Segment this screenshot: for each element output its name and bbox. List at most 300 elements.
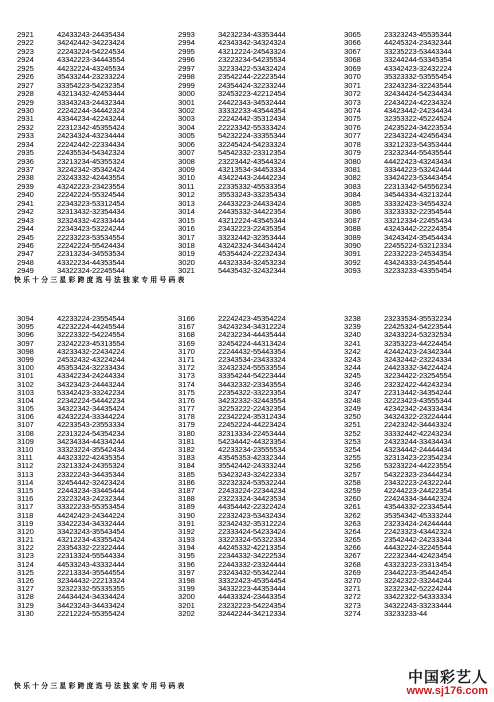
row-code: 43213432-42453444 (57, 89, 125, 99)
row-code: 22423323-43442324 (384, 526, 452, 536)
row-number: 3181 (178, 436, 195, 446)
row-number: 3274 (344, 608, 361, 618)
row-number: 3005 (178, 131, 195, 141)
row-number: 2928 (17, 89, 34, 99)
row-number: 3253 (344, 436, 361, 446)
row-code: 33233233-44 (384, 608, 428, 618)
row-code: 33212334-22455434 (384, 215, 452, 225)
row-code: 23223442-43544324 (218, 156, 286, 166)
row-code: 22443234-33445444 (57, 485, 125, 495)
row-number: 2942 (17, 207, 34, 217)
row-number: 3114 (17, 477, 34, 487)
row-code: 34322243-33233444 (384, 600, 452, 610)
row-number: 3072 (344, 89, 361, 99)
row-number: 3200 (178, 592, 195, 602)
row-code: 33244244-53345354 (384, 55, 452, 65)
row-code: 44323322-42435354 (57, 453, 125, 463)
row-number: 2929 (17, 97, 34, 107)
row-code: 22443332-23324444 (218, 559, 286, 569)
row-number: 3000 (178, 89, 195, 99)
row-number: 3170 (178, 346, 195, 356)
row-number: 3015 (178, 215, 195, 225)
row-number: 2934 (17, 139, 34, 149)
row-code: 43545353-42332344 (218, 453, 286, 463)
row-number: 2993 (178, 30, 195, 39)
row-number: 3254 (344, 445, 361, 454)
row-number: 2999 (178, 80, 195, 90)
row-code: 22434224-42234324 (384, 97, 452, 107)
row-code: 22455224-53212334 (384, 240, 452, 250)
row-code: 23323243-45535344 (384, 30, 452, 39)
row-code: 43323223-23313454 (384, 559, 452, 569)
row-number: 3180 (178, 428, 195, 438)
row-number: 3120 (17, 526, 34, 536)
row-number: 3247 (344, 387, 361, 397)
row-code: 22313224-54354234 (57, 428, 125, 438)
row-code: 42233234-23555534 (218, 445, 286, 454)
row-number: 2939 (17, 181, 34, 191)
row-code: 32324332-42333444 (57, 215, 125, 225)
row-number: 3198 (178, 576, 195, 585)
row-code: 22354322-33223354 (218, 387, 286, 397)
row-code: 33354223-54232354 (57, 80, 125, 90)
row-number: 3171 (178, 354, 195, 364)
row-number: 2945 (17, 232, 34, 242)
row-code: 43213534-34453334 (218, 165, 286, 174)
row-number: 2994 (178, 38, 195, 48)
row-code: 32233422-53432424 (218, 63, 286, 73)
row-number: 3009 (178, 165, 195, 174)
row-number: 3196 (178, 559, 195, 569)
row-code: 43212224-24543324 (218, 46, 286, 56)
row-code: 23322243-34435344 (57, 469, 125, 479)
row-number: 2995 (178, 46, 195, 56)
row-number: 3192 (178, 526, 195, 536)
row-code: 23213234-45355324 (57, 156, 125, 166)
row-code: 32223423-43555344 (384, 395, 452, 405)
row-code: 54232224-33355344 (218, 131, 286, 141)
row-number: 3117 (17, 502, 34, 512)
row-number: 3122 (17, 543, 34, 553)
row-number: 3080 (344, 156, 361, 166)
row-number: 3172 (178, 363, 195, 373)
row-code: 43242324-34434424 (218, 240, 286, 250)
row-number: 3087 (344, 215, 361, 225)
row-number: 3238 (344, 314, 361, 323)
row-number: 3088 (344, 224, 361, 234)
row-code: 32233233-43355454 (384, 266, 452, 276)
row-code: 23354332-22322444 (57, 543, 125, 553)
row-code: 22423242-34443324 (384, 420, 452, 430)
row-code: 35323332-53555454 (384, 72, 452, 82)
row-number: 2941 (17, 198, 34, 208)
row-number: 2931 (17, 114, 34, 124)
row-number: 3097 (17, 338, 34, 348)
row-number: 3116 (17, 494, 34, 504)
row-code: 34243424-35454434 (384, 232, 452, 242)
row-number: 3178 (178, 412, 195, 422)
row-number: 3194 (178, 543, 195, 553)
row-number: 3173 (178, 371, 195, 381)
row-code: 53423243-32422334 (218, 469, 286, 479)
row-number: 3248 (344, 395, 361, 405)
row-number: 3010 (178, 173, 195, 183)
row-number: 3261 (344, 502, 361, 512)
row-number: 3124 (17, 559, 34, 569)
row-number: 3099 (17, 354, 34, 364)
row-code: 22424334-34442324 (384, 494, 452, 504)
row-code: 22223342-55333424 (218, 122, 286, 132)
row-number: 3118 (17, 510, 34, 520)
row-code: 43322234-44353544 (57, 257, 125, 267)
row-code: 23233424-24244444 (384, 518, 452, 528)
row-code: 32353223-44224454 (384, 338, 452, 348)
row-number: 2930 (17, 105, 34, 115)
watermark (406, 666, 488, 697)
row-code: 34243234-34312224 (218, 322, 286, 332)
row-number: 2940 (17, 190, 34, 200)
row-number: 3269 (344, 567, 361, 577)
row-number: 3012 (178, 190, 195, 200)
row-code: 23243432-55342244 (218, 567, 286, 577)
row-number: 3102 (17, 379, 34, 389)
row-number: 3197 (178, 567, 195, 577)
row-number: 3256 (344, 461, 361, 471)
row-code: 42343342-34324324 (218, 38, 286, 48)
row-number: 3260 (344, 494, 361, 504)
row-code: 32242322-33244244 (384, 576, 452, 585)
row-number: 2947 (17, 249, 34, 259)
row-number: 3090 (344, 240, 361, 250)
row-code: 32313423-22354234 (384, 453, 452, 463)
row-number: 3119 (17, 518, 34, 528)
row-code: 22242224-55424434 (57, 240, 125, 250)
row-code: 22233223-53534554 (57, 232, 125, 242)
row-number: 3184 (178, 461, 195, 471)
row-number: 3266 (344, 543, 361, 553)
row-number: 3113 (17, 469, 34, 479)
row-code: 42342342-24333434 (384, 404, 452, 414)
row-number: 3081 (344, 165, 361, 174)
row-code: 44533243-43332444 (57, 559, 125, 569)
row-code: 54234442-44323354 (218, 436, 286, 446)
row-code: 33343243-24432344 (57, 97, 125, 107)
row-code: 33332442-42243234 (384, 428, 452, 438)
row-code: 43342223-34443554 (57, 55, 125, 65)
row-number: 3273 (344, 600, 361, 610)
row-number: 2924 (17, 55, 34, 65)
row-number: 3008 (178, 156, 195, 166)
row-code: 32434424-54234434 (384, 89, 452, 99)
row-code: 54542332-23312354 (218, 148, 286, 158)
row-number: 3272 (344, 592, 361, 602)
row-number: 3108 (17, 428, 34, 438)
row-number: 3177 (178, 404, 195, 414)
row-code: 34234334-44334244 (57, 436, 125, 446)
row-code: 43424333-24354544 (384, 257, 452, 267)
row-code: 32442244-34212334 (218, 608, 286, 618)
row-code: 22242442-35312434 (218, 114, 286, 124)
row-number: 3089 (344, 232, 361, 242)
row-number: 3013 (178, 198, 195, 208)
row-code: 35433244-23233224 (57, 72, 125, 82)
row-number: 3251 (344, 420, 361, 430)
row-number: 2938 (17, 173, 34, 183)
row-code: 24422343-34532444 (218, 97, 286, 107)
row-number: 3174 (178, 379, 195, 389)
row-number: 3126 (17, 576, 34, 585)
row-number: 2997 (178, 63, 195, 73)
row-code: 34323423-24443244 (57, 379, 125, 389)
row-code: 32353322-45224524 (384, 114, 452, 124)
row-number: 3078 (344, 139, 361, 149)
row-number: 3086 (344, 207, 361, 217)
row-number: 3199 (178, 584, 195, 594)
row-number: 3067 (344, 46, 361, 56)
row-number: 3250 (344, 412, 361, 422)
row-number: 2923 (17, 46, 34, 56)
row-number: 3268 (344, 559, 361, 569)
row-number: 3006 (178, 139, 195, 149)
row-number: 3070 (344, 72, 361, 82)
row-code: 22433224-22344234 (218, 485, 286, 495)
row-number: 3085 (344, 198, 361, 208)
row-code: 32223322-54224554 (57, 330, 125, 340)
row-code: 24235224-34223534 (384, 122, 452, 132)
row-code: 54435432-32432344 (218, 266, 286, 276)
row-code: 35542442-24333244 (218, 461, 286, 471)
row-code: 32433224-53232534 (384, 330, 452, 340)
row-code: 43234442-24444434 (384, 445, 452, 454)
row-code: 44354442-22322424 (218, 502, 286, 512)
row-number: 3169 (178, 338, 195, 348)
row-number: 3109 (17, 436, 34, 446)
row-number: 3193 (178, 535, 195, 545)
row-code: 43422443-24442234 (218, 173, 286, 183)
row-code: 22313342-54556234 (384, 181, 452, 191)
row-number: 3095 (17, 322, 34, 332)
row-code: 53342423-33242234 (57, 387, 125, 397)
row-number: 3245 (344, 371, 361, 381)
row-number: 3096 (17, 330, 34, 340)
row-number: 2927 (17, 80, 34, 90)
row-code: 32322332-55335355 (57, 584, 125, 594)
row-code: 43212234-43355424 (57, 535, 125, 545)
row-number: 3076 (344, 122, 361, 132)
row-number: 2944 (17, 224, 34, 234)
row-number: 3083 (344, 181, 361, 191)
row-code: 42442423-24342344 (384, 346, 452, 356)
row-code: 32322342-52224244 (384, 584, 452, 594)
row-number: 3271 (344, 584, 361, 594)
row-number: 3188 (178, 494, 195, 504)
row-number: 3079 (344, 148, 361, 158)
row-code: 33233332-22354544 (384, 207, 452, 217)
row-number: 3068 (344, 55, 361, 65)
row-code: 24435332-34422354 (218, 207, 286, 217)
row-number: 3263 (344, 518, 361, 528)
row-code: 33322423-45354454 (218, 576, 286, 585)
section-separator: 快 乐 十 分 三 星 彩 跨 度 选 号 法 独 家 专 用 号 码 表 (14, 277, 185, 284)
row-number: 3265 (344, 535, 361, 545)
row-code: 23233534-35532234 (384, 314, 452, 323)
row-code: 22213334-35544554 (57, 567, 125, 577)
row-code: 34232332-32443554 (218, 395, 286, 405)
row-code: 33212323-54353444 (384, 139, 452, 149)
row-code: 22244432-55443354 (218, 346, 286, 356)
row-number: 3014 (178, 207, 195, 217)
row-number: 3249 (344, 404, 361, 414)
row-number: 3127 (17, 584, 34, 594)
row-number: 3101 (17, 371, 34, 381)
row-code: 22312342-45355424 (57, 122, 125, 132)
row-number: 2922 (17, 38, 34, 48)
row-number: 2933 (17, 131, 34, 141)
row-number: 3121 (17, 535, 34, 545)
row-code: 43342423-32432224 (384, 63, 452, 73)
row-code: 34324322-23224444 (384, 412, 452, 422)
row-code: 22343224-42456434 (384, 131, 452, 141)
row-code: 32454224-44313424 (218, 338, 286, 348)
row-number: 3020 (178, 257, 195, 267)
row-code: 22452224-44223424 (218, 420, 286, 430)
row-code: 24354424-32233244 (218, 80, 286, 90)
watermark-site-name: 中国彩艺人 (407, 668, 488, 686)
row-number: 3123 (17, 551, 34, 561)
row-number: 2937 (17, 165, 34, 174)
row-code: 34432332-23343554 (218, 379, 286, 389)
row-number: 3074 (344, 105, 361, 115)
row-code: 22313442-34354244 (384, 387, 452, 397)
row-number: 2996 (178, 55, 195, 65)
row-code: 22343534-23433324 (218, 354, 286, 364)
row-number: 3002 (178, 105, 195, 115)
row-code: 33422234-34332444 (57, 518, 125, 528)
row-number: 3004 (178, 122, 195, 132)
row-code: 34322342-34435424 (57, 404, 125, 414)
row-code: 32234422-23254554 (384, 371, 452, 381)
row-number: 3007 (178, 148, 195, 158)
row-number: 3003 (178, 114, 195, 124)
row-number: 3201 (178, 600, 195, 610)
row-code: 22425324-54223544 (384, 322, 452, 332)
row-code: 22435534-54342324 (57, 148, 125, 158)
row-number: 3128 (17, 592, 34, 602)
row-code: 33424223-53443454 (384, 173, 452, 183)
row-code: 34423243-34433424 (57, 600, 125, 610)
row-number: 2926 (17, 72, 34, 82)
row-code: 23232223-54224354 (218, 600, 286, 610)
row-code: 33232442-32353444 (218, 232, 286, 242)
row-number: 3270 (344, 576, 361, 585)
row-code: 22242442-22334434 (57, 139, 125, 149)
row-number: 3110 (17, 445, 34, 454)
row-number: 3240 (344, 330, 361, 340)
row-number: 2948 (17, 257, 34, 267)
row-number: 3243 (344, 354, 361, 364)
row-code: 22343423-53224244 (57, 224, 125, 234)
row-code: 42233224-23554544 (57, 314, 125, 323)
row-code: 33235223-53443344 (384, 46, 452, 56)
row-code: 32432324-55533554 (218, 363, 286, 373)
row-code: 22332223-24534354 (384, 249, 452, 259)
row-number: 3202 (178, 608, 195, 618)
row-number: 3092 (344, 257, 361, 267)
row-code: 23232344-55435544 (384, 148, 452, 158)
row-code: 22212224-55355424 (57, 608, 125, 618)
row-number: 3017 (178, 232, 195, 242)
row-number: 3125 (17, 567, 34, 577)
row-number: 3246 (344, 379, 361, 389)
row-number: 3183 (178, 453, 195, 463)
row-code: 24434424-34334424 (57, 592, 125, 602)
row-code: 24423332-34224424 (384, 363, 452, 373)
row-code: 35533243-33235434 (218, 190, 286, 200)
row-code: 24234324-43234444 (57, 131, 125, 141)
row-code: 32232324-53532244 (218, 477, 286, 487)
row-number: 3111 (17, 453, 33, 463)
row-number: 3103 (17, 387, 34, 397)
row-code: 23223324-34423534 (218, 494, 286, 504)
row-code: 22243224-54224534 (57, 46, 125, 56)
row-number: 3016 (178, 224, 195, 234)
row-code: 23542244-22223544 (218, 72, 286, 82)
row-number: 3129 (17, 600, 34, 610)
row-number: 3255 (344, 453, 361, 463)
row-code: 24323244-33434434 (384, 436, 452, 446)
row-number: 3191 (178, 518, 195, 528)
row-number: 3130 (17, 608, 34, 618)
row-code: 32344432-22213324 (57, 576, 125, 585)
row-number: 3241 (344, 338, 361, 348)
row-code: 33423243-35543454 (57, 526, 125, 536)
row-code: 23213324-24355324 (57, 461, 125, 471)
row-code: 33354244-54223444 (218, 371, 286, 381)
row-code: 33322233-55353454 (57, 502, 125, 512)
row-code: 43242223-23423554 (57, 181, 125, 191)
row-code: 23223234-54235534 (218, 55, 286, 65)
row-code: 43423442-24234434 (384, 105, 452, 115)
row-number: 2998 (178, 72, 195, 82)
row-code: 34232234-43353444 (218, 30, 286, 39)
row-code: 22242244-34442324 (57, 105, 125, 115)
row-number: 3187 (178, 485, 195, 495)
row-code: 22313234-34553534 (57, 249, 125, 259)
row-number: 3242 (344, 346, 361, 356)
row-code: 45354424-22232434 (218, 249, 286, 259)
row-number: 3189 (178, 502, 195, 512)
row-number: 3011 (178, 181, 195, 191)
row-code: 43344234-42243244 (57, 114, 125, 124)
row-code: 54322323-23444234 (384, 469, 452, 479)
row-number: 3084 (344, 190, 361, 200)
row-code: 24532432-43224244 (57, 354, 125, 364)
row-number: 3259 (344, 485, 361, 495)
row-code: 22332423-53432434 (218, 510, 286, 520)
row-number: 3244 (344, 363, 361, 373)
row-number: 3185 (178, 469, 195, 479)
row-number: 3262 (344, 510, 361, 520)
row-code: 33332423-34554324 (384, 198, 452, 208)
row-code: 34332223-44353444 (218, 584, 286, 594)
row-number: 2921 (17, 30, 34, 39)
row-code: 33223324-55322334 (218, 535, 286, 545)
row-code: 32313432-32354434 (57, 207, 125, 217)
row-code: 22343223-53312454 (57, 198, 125, 208)
row-number: 2935 (17, 148, 34, 158)
row-code: 42433243-24435434 (57, 30, 125, 39)
row-code: 35354342-45333244 (384, 510, 452, 520)
